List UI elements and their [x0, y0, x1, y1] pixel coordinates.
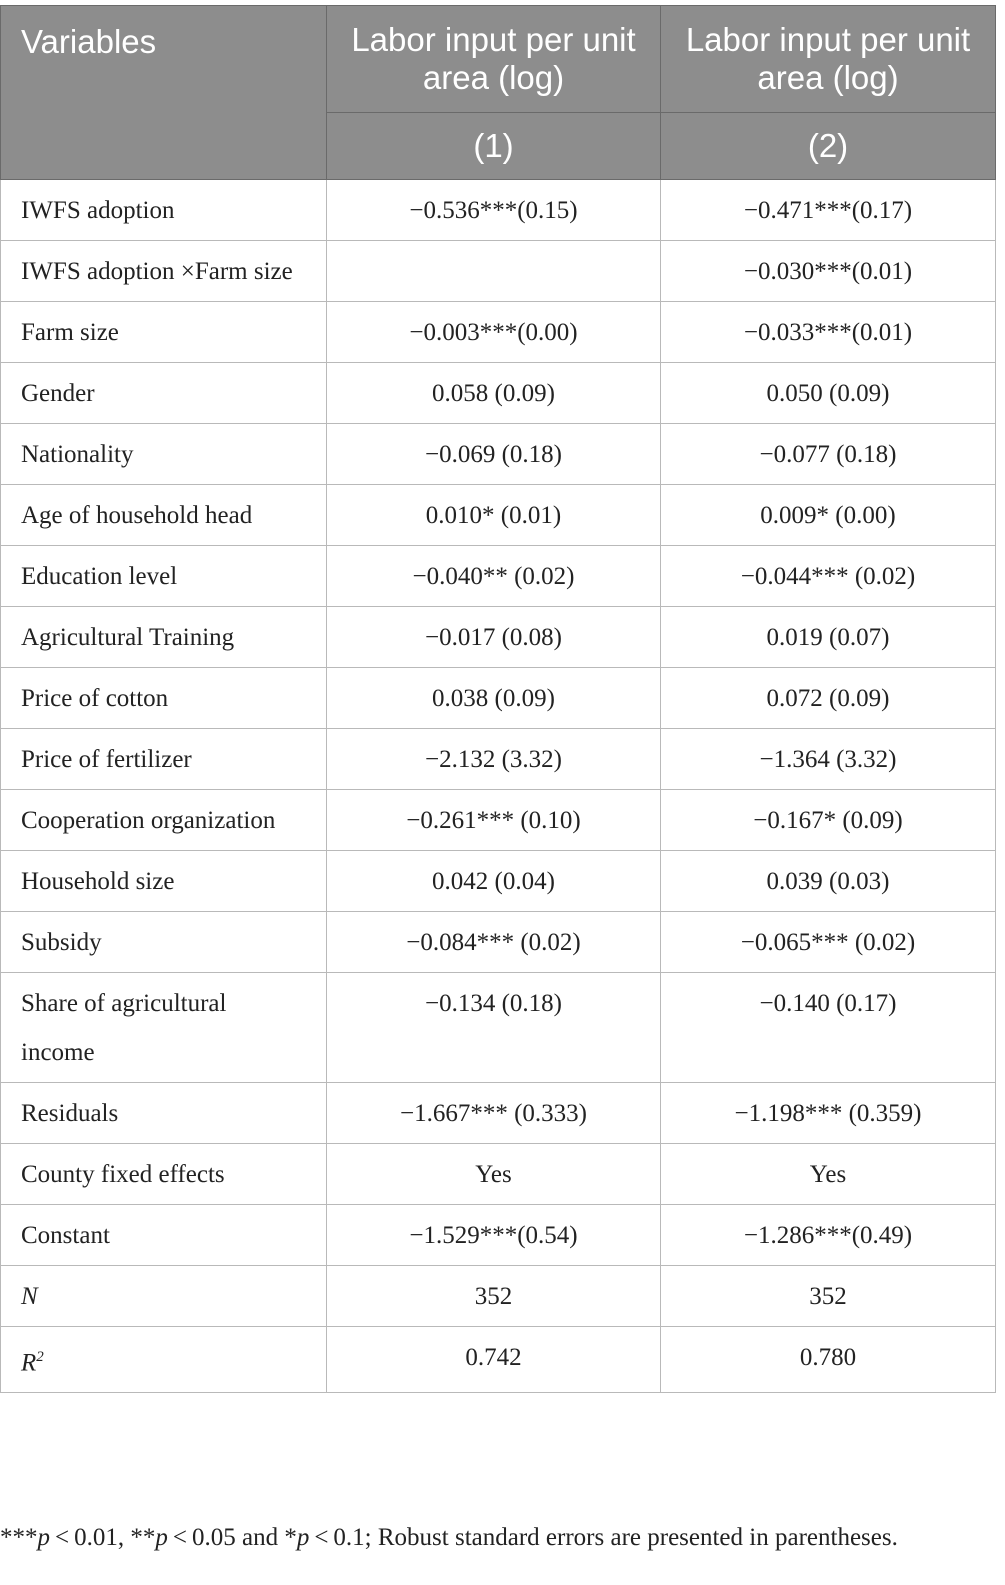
- row-label: County fixed effects: [1, 1144, 327, 1205]
- row-value-1: [327, 241, 661, 302]
- dependent-variable-header-2: Labor input per unit area (log): [661, 6, 996, 113]
- table-row: [1, 546, 996, 607]
- row-value-2: 0.039 (0.03): [661, 851, 996, 912]
- row-label: Subsidy: [1, 912, 327, 973]
- row-value-1: 0.042 (0.04): [327, 851, 661, 912]
- table-body: [1, 180, 996, 1393]
- row-value-1: −0.536***(0.15): [327, 180, 661, 241]
- regression-table: [0, 5, 996, 1393]
- table-row: [1, 973, 996, 1083]
- table-row: [1, 607, 996, 668]
- footnote-part: ***: [0, 1524, 38, 1551]
- r2-label-base: R: [21, 1349, 37, 1377]
- table-row: [1, 790, 996, 851]
- row-value-1: Yes: [327, 1144, 661, 1205]
- table-row: [1, 1266, 996, 1327]
- row-value-2: −0.140 (0.17): [661, 973, 996, 1083]
- row-value-2: 0.019 (0.07): [661, 607, 996, 668]
- table-row: [1, 180, 996, 241]
- row-value-1: −0.134 (0.18): [327, 973, 661, 1083]
- row-value-2: −1.286***(0.49): [661, 1205, 996, 1266]
- dependent-variable-header-1: Labor input per unit area (log): [327, 6, 661, 113]
- footnote-p-symbol: p: [155, 1524, 168, 1551]
- row-label: Price of fertilizer: [1, 729, 327, 790]
- row-value-2: −1.364 (3.32): [661, 729, 996, 790]
- row-label: IWFS adoption: [1, 180, 327, 241]
- row-label: Residuals: [1, 1083, 327, 1144]
- row-value-1: −0.069 (0.18): [327, 424, 661, 485]
- table-row: [1, 363, 996, 424]
- row-value-1: −0.017 (0.08): [327, 607, 661, 668]
- row-value-2: −0.065*** (0.02): [661, 912, 996, 973]
- row-label: Nationality: [1, 424, 327, 485]
- row-label: Constant: [1, 1205, 327, 1266]
- row-label: Age of household head: [1, 485, 327, 546]
- row-value-1: 0.010* (0.01): [327, 485, 661, 546]
- table-row: [1, 1205, 996, 1266]
- table-row: [1, 1327, 996, 1393]
- variables-header: Variables: [1, 6, 327, 180]
- table-header: [1, 6, 996, 180]
- row-value-2: −0.077 (0.18): [661, 424, 996, 485]
- row-value-1: 0.038 (0.09): [327, 668, 661, 729]
- table-row: [1, 668, 996, 729]
- row-value-2: −0.167* (0.09): [661, 790, 996, 851]
- row-label: Cooperation organization: [1, 790, 327, 851]
- row-value-2: −0.044*** (0.02): [661, 546, 996, 607]
- header-row: [1, 6, 996, 113]
- row-value-2: 352: [661, 1266, 996, 1327]
- table-row: [1, 485, 996, 546]
- row-value-2: 0.050 (0.09): [661, 363, 996, 424]
- table-row: [1, 424, 996, 485]
- footnote-p-symbol: p: [296, 1524, 310, 1551]
- row-label: Farm size: [1, 302, 327, 363]
- row-value-1: 0.058 (0.09): [327, 363, 661, 424]
- footnote-part: < 0.01, **: [50, 1524, 156, 1551]
- row-value-2: −0.033***(0.01): [661, 302, 996, 363]
- r2-label-superscript: 2: [36, 1349, 44, 1365]
- row-label: Education level: [1, 546, 327, 607]
- table-row: [1, 302, 996, 363]
- row-label: Household size: [1, 851, 327, 912]
- row-value-1: −1.667*** (0.333): [327, 1083, 661, 1144]
- table-row: [1, 241, 996, 302]
- row-value-2: 0.072 (0.09): [661, 668, 996, 729]
- column-number-1: (1): [327, 113, 661, 180]
- table-row: [1, 851, 996, 912]
- r2-label: [1, 1327, 327, 1393]
- row-value-1: 0.742: [327, 1327, 661, 1393]
- row-label: IWFS adoption ×Farm size: [1, 241, 327, 302]
- row-value-2: 0.009* (0.00): [661, 485, 996, 546]
- column-number-2: (2): [661, 113, 996, 180]
- table-row: [1, 1144, 996, 1205]
- row-value-1: −2.132 (3.32): [327, 729, 661, 790]
- row-value-1: −1.529***(0.54): [327, 1205, 661, 1266]
- row-label: Agricultural Training: [1, 607, 327, 668]
- table-row: [1, 912, 996, 973]
- footnote-part: < 0.1; Robust standard errors are presented in parentheses.: [309, 1524, 898, 1551]
- row-value-2: Yes: [661, 1144, 996, 1205]
- row-label: Gender: [1, 363, 327, 424]
- row-value-1: −0.261*** (0.10): [327, 790, 661, 851]
- table-row: [1, 729, 996, 790]
- row-value-2: −0.030***(0.01): [661, 241, 996, 302]
- row-value-1: 352: [327, 1266, 661, 1327]
- row-value-2: −0.471***(0.17): [661, 180, 996, 241]
- row-label: Share of agricultural income: [1, 973, 327, 1083]
- row-label: Price of cotton: [1, 668, 327, 729]
- row-value-1: −0.040** (0.02): [327, 546, 661, 607]
- row-value-2: −1.198*** (0.359): [661, 1083, 996, 1144]
- row-value-1: −0.084*** (0.02): [327, 912, 661, 973]
- row-value-1: −0.003***(0.00): [327, 302, 661, 363]
- footnote-p-symbol: p: [37, 1524, 50, 1551]
- row-label: N: [1, 1266, 327, 1327]
- table-footnote: [0, 1524, 1000, 1552]
- table-row: [1, 1083, 996, 1144]
- footnote-part: < 0.05 and *: [167, 1524, 297, 1551]
- row-value-2: 0.780: [661, 1327, 996, 1393]
